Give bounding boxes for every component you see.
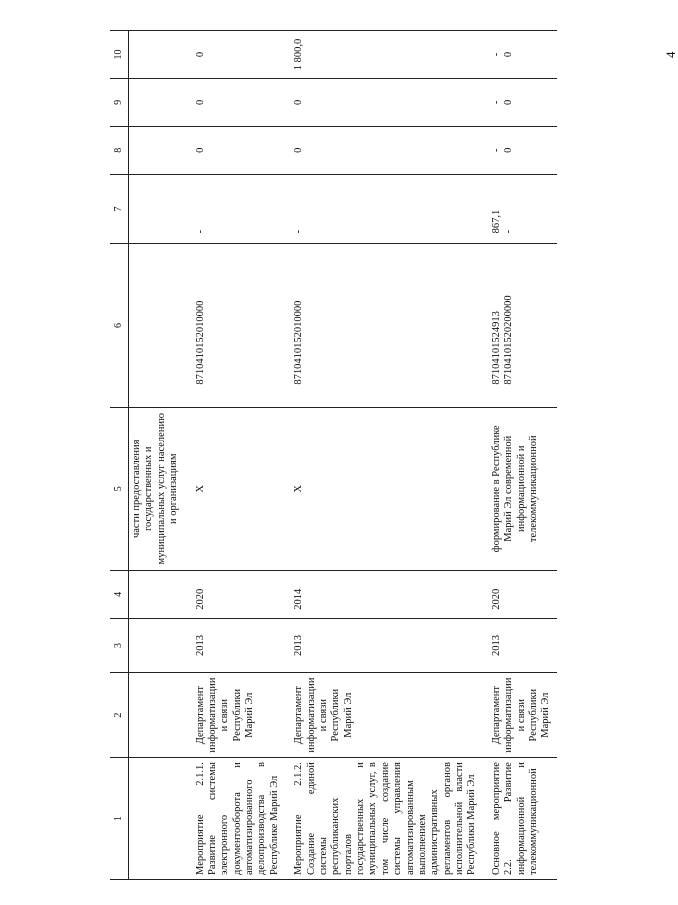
continuation-row <box>129 31 187 880</box>
expected-result: формирование в Республике Марий Эл современной информационной и телекоммуникационной <box>483 407 557 570</box>
value-col10 <box>187 31 286 79</box>
activity-name: Основное мероприятие 2.2. Развитие информационной и телекоммуникационной <box>483 758 557 880</box>
program-table <box>110 30 557 880</box>
value-col10 <box>483 31 557 79</box>
value-line: - <box>503 229 515 234</box>
budget-code <box>285 244 483 407</box>
value-col7 <box>483 174 557 244</box>
budget-code-line: 8710410152010000 <box>194 300 206 385</box>
value-col8 <box>483 126 557 174</box>
value-line: 0 <box>194 99 206 105</box>
value-line: 1 800,0 <box>293 38 305 71</box>
value-line: 0 <box>503 147 515 153</box>
activity-name: Мероприятие 2.1.2. Создание единой системы республиканских порталов государственных и муниципальных услуг, в том числе создание системы управления автоматизированным выполнением административных регламентов органов исполнительной власти Республики Марий Эл <box>285 758 483 880</box>
value-line: - <box>293 229 305 234</box>
value-line: 0 <box>503 99 515 105</box>
value-col9 <box>285 78 483 126</box>
expected-result: X <box>285 407 483 570</box>
value-col7 <box>285 174 483 244</box>
col-header-2: 2 <box>110 673 129 758</box>
value-line: - <box>490 148 502 153</box>
value-line: 0 <box>293 99 305 105</box>
start-year: 2013 <box>187 618 286 672</box>
value-line: 0 <box>194 51 206 58</box>
col-header-9: 9 <box>110 78 129 126</box>
expected-result: X <box>187 407 286 570</box>
start-year: 2013 <box>285 618 483 672</box>
value-line: 0 <box>293 147 305 153</box>
end-year: 2020 <box>483 570 557 618</box>
col-header-10: 10 <box>110 31 129 79</box>
col-header-1: 1 <box>110 758 129 880</box>
col-header-7: 7 <box>110 174 129 244</box>
col-header-8: 8 <box>110 126 129 174</box>
col-header-4: 4 <box>110 570 129 618</box>
value-col7 <box>187 174 286 244</box>
executor: Департамент информатизации и связи Республики Марий Эл <box>483 673 557 758</box>
budget-code-line: 8710410152010000 <box>293 300 305 385</box>
budget-code <box>483 244 557 407</box>
end-year: 2014 <box>285 570 483 618</box>
value-line: 0 <box>503 51 515 58</box>
value-line: - <box>490 100 502 105</box>
value-col10 <box>285 31 483 79</box>
budget-code-line: 87104101520200000 <box>503 295 515 385</box>
col-header-3: 3 <box>110 618 129 672</box>
budget-code-line: 87104101524913 <box>490 311 502 385</box>
header-row <box>110 31 129 880</box>
value-line: 0 <box>194 147 206 153</box>
end-year: 2020 <box>187 570 286 618</box>
col-header-5: 5 <box>110 407 129 570</box>
value-col9 <box>483 78 557 126</box>
value-line: - <box>194 229 206 234</box>
rotated-table-sheet <box>110 30 630 880</box>
activity-name: Мероприятие 2.1.1. Развитие системы электронного документооборота и автоматизированного делопроизводства в Республике Марий Эл <box>187 758 286 880</box>
col-header-6: 6 <box>110 244 129 407</box>
continuation-text: части предоставления государственных и муниципальных услуг населению и организациям <box>129 407 187 570</box>
page-number: 4 <box>663 51 678 58</box>
value-col9 <box>187 78 286 126</box>
value-line: - <box>490 52 502 57</box>
table-row <box>285 31 483 880</box>
value-col8 <box>285 126 483 174</box>
value-line: 867,1 <box>490 209 502 234</box>
table-row <box>483 31 557 880</box>
value-col8 <box>187 126 286 174</box>
table-row <box>187 31 286 880</box>
start-year: 2013 <box>483 618 557 672</box>
executor: Департамент информатизации и связи Республики Марий Эл <box>285 673 483 758</box>
executor: Департамент информатизации и связи Республики Марий Эл <box>187 673 286 758</box>
budget-code <box>187 244 286 407</box>
